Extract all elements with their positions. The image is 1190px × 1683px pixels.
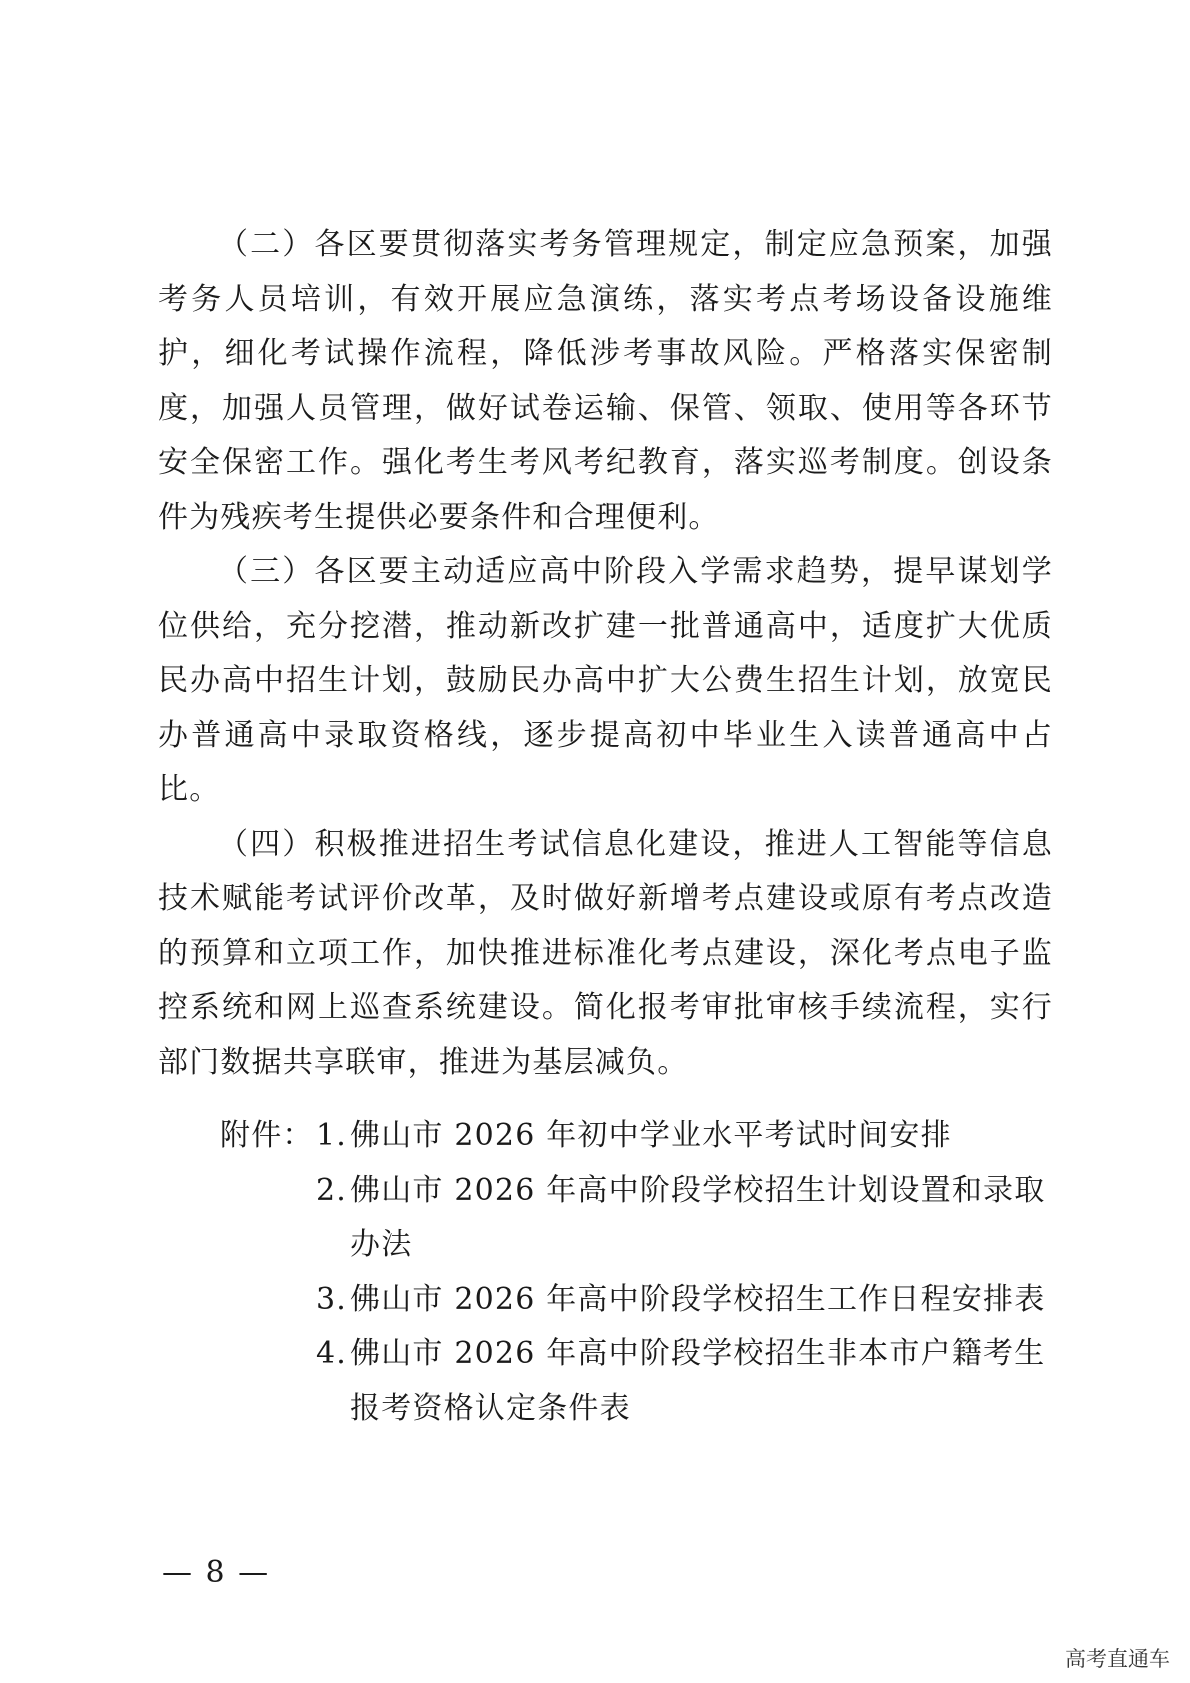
attachment-title: 佛山市 2026 年高中阶段学校招生工作日程安排表 <box>350 1281 1046 1317</box>
watermark: 高考直通车 <box>1065 1647 1170 1671</box>
page-number: — 8 — <box>162 1555 271 1590</box>
attachment-item <box>220 1109 1055 1164</box>
body-text <box>158 218 1053 1090</box>
paragraph-3: （三）各区要主动适应高中阶段入学需求趋势，提早谋划学位供给，充分挖潜，推动新改扩建一批普通高中，适度扩大优质民办高中招生计划，鼓励民办高中扩大公费生招生计划，放宽民办普通高中录取资格线，逐步提高初中毕业生入读普通高中占比。 <box>158 554 1053 807</box>
attachment-number: 4. <box>316 1336 348 1371</box>
paragraph-2: （二）各区要贯彻落实考务管理规定，制定应急预案，加强考务人员培训，有效开展应急演练，落实考点考场设备设施维护，细化考试操作流程，降低涉考事故风险。严格落实保密制度，加强人员管理，做好试卷运输、保管、领取、使用等各环节安全保密工作。强化考生考风考纪教育，落实巡考制度。创设条件为残疾考生提供必要条件和合理便利。 <box>158 227 1053 535</box>
attachment-title: 佛山市 2026 年初中学业水平考试时间安排 <box>350 1118 952 1153</box>
attachment-title: 佛山市 2026 年高中阶段学校招生非本市户籍考生报考资格认定条件表 <box>350 1336 1046 1426</box>
attachment-number: 1. <box>316 1118 348 1153</box>
attachment-item <box>220 1327 1055 1436</box>
attachment-number: 2. <box>316 1172 348 1208</box>
attachment-item <box>220 1273 1055 1328</box>
attachment-item <box>220 1164 1055 1273</box>
attachments-label: 附件： <box>220 1118 314 1153</box>
attachment-number: 3. <box>316 1281 348 1317</box>
attachment-title: 佛山市 2026 年高中阶段学校招生计划设置和录取办法 <box>350 1172 1046 1262</box>
attachments-list <box>220 1109 1055 1436</box>
paragraph-4: （四）积极推进招生考试信息化建设，推进人工智能等信息技术赋能考试评价改革，及时做好新增考点建设或原有考点改造的预算和立项工作，加快推进标准化考点建设，深化考点电子监控系统和网上巡查系统建设。简化报考审批审核手续流程，实行部门数据共享联审，推进为基层减负。 <box>158 826 1053 1080</box>
